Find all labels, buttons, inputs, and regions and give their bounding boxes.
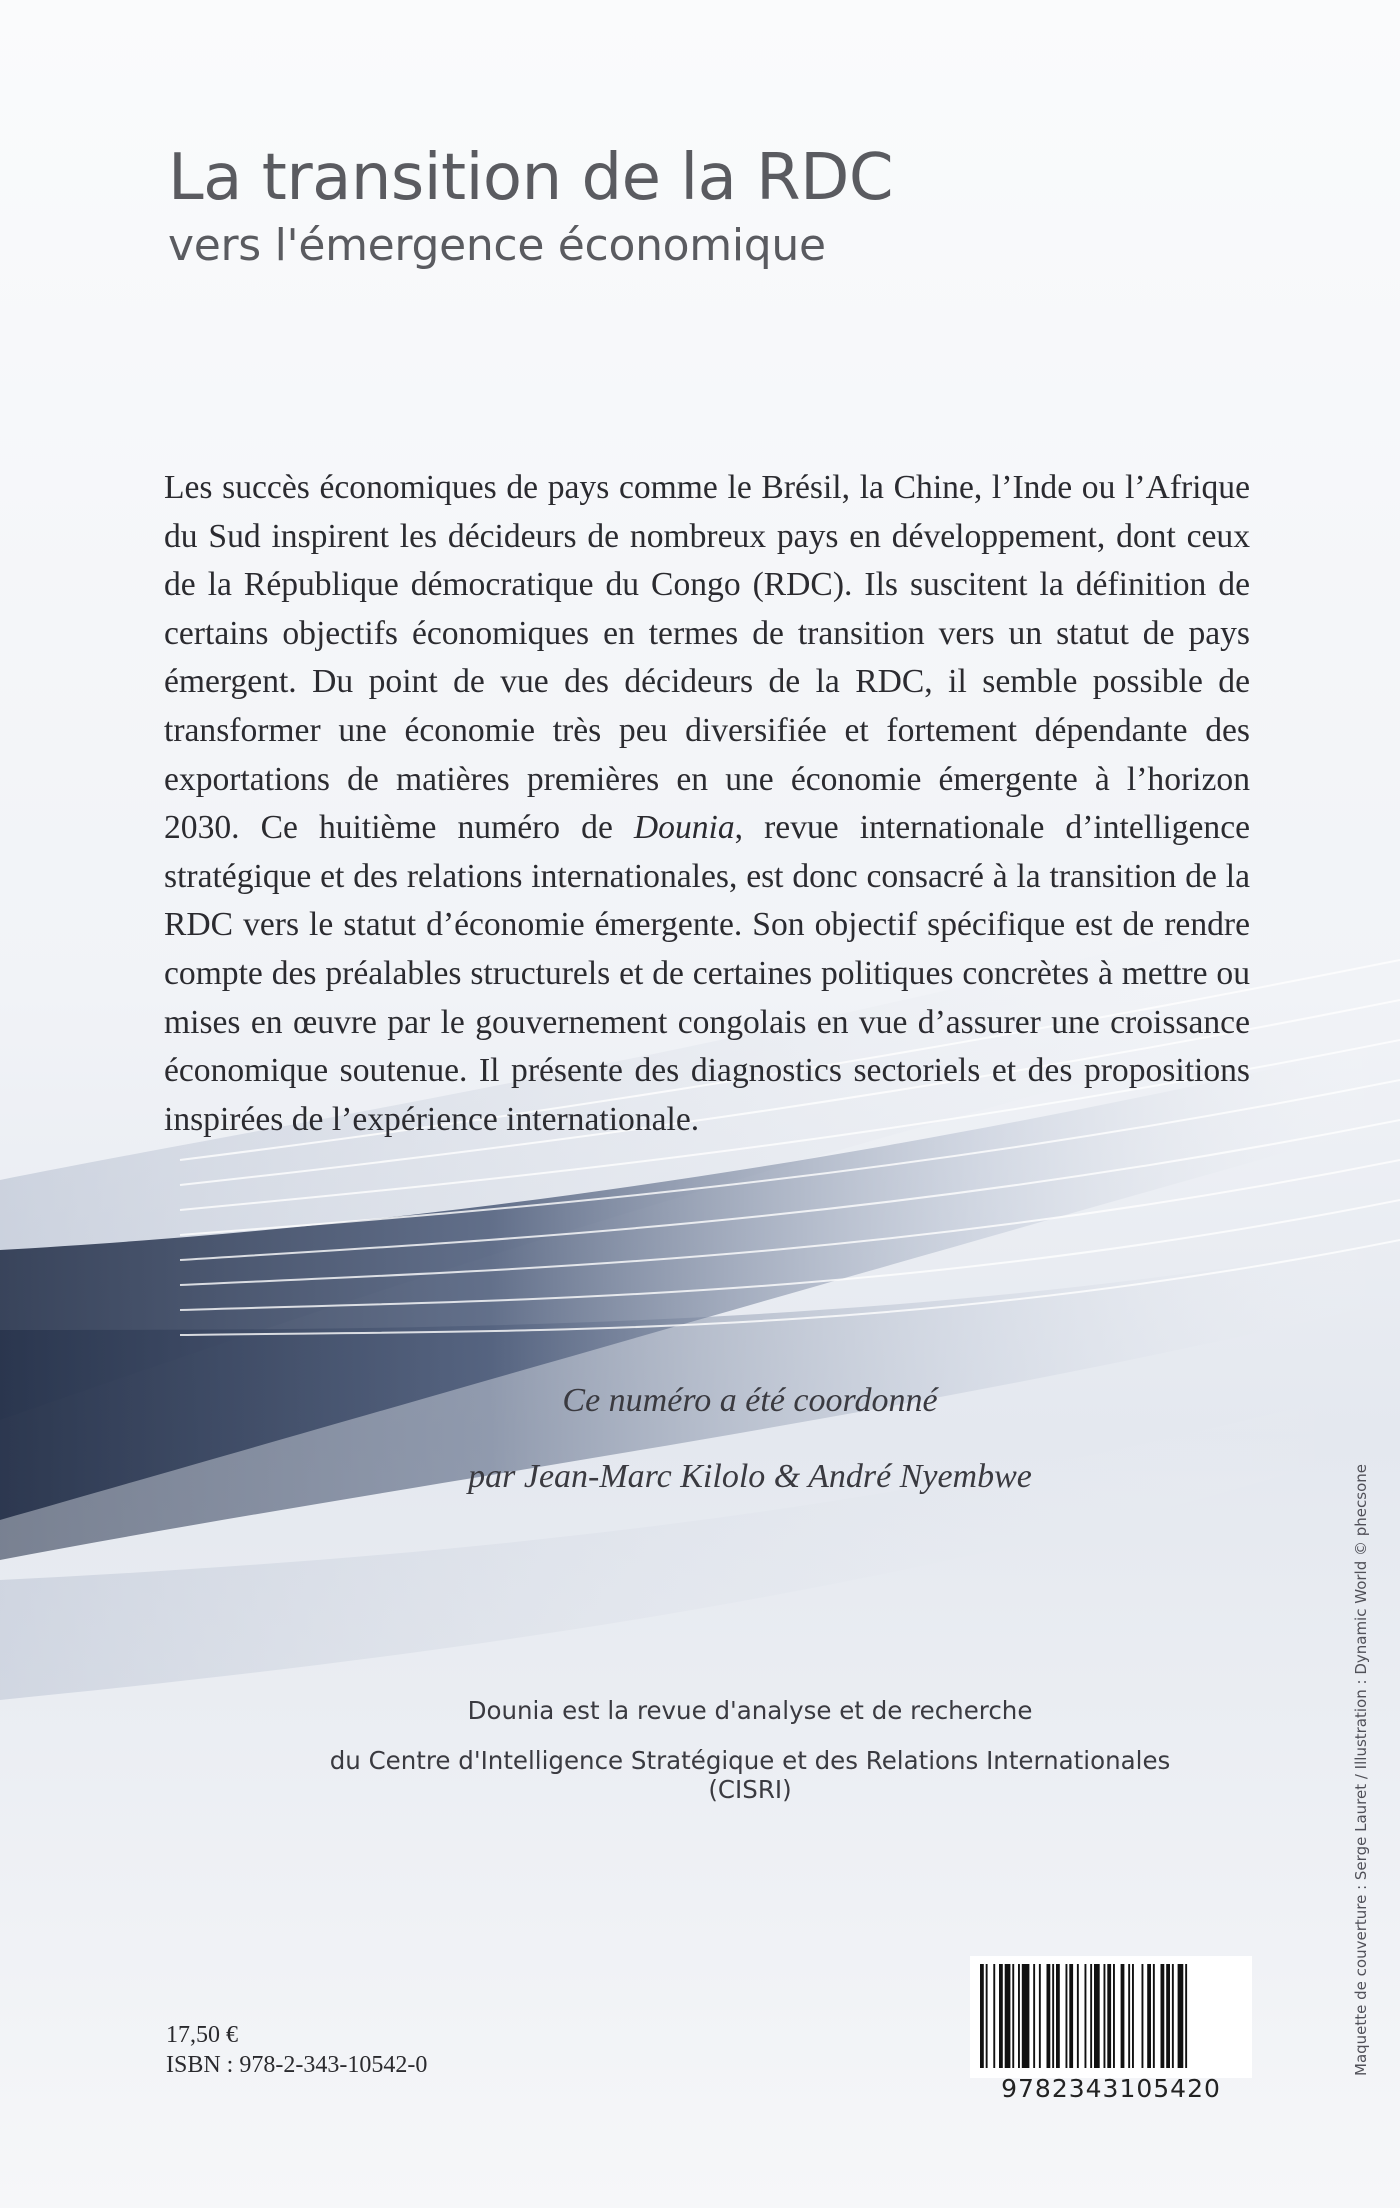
barcode-bar — [999, 1964, 1003, 2068]
barcode-bar — [1142, 1964, 1144, 2068]
journal-name: Dounia — [633, 809, 735, 847]
barcode-bar — [1161, 1964, 1165, 2068]
barcode-bar — [980, 1964, 984, 2068]
barcode-bar — [1113, 1964, 1115, 2068]
barcode-number: 9782343105420 — [1001, 2074, 1221, 2103]
about-line-2: du Centre d'Intelligence Stratégique et des Relations Internationales (CISRI) — [329, 1746, 1171, 1804]
summary-part-2: , revue internationale d’intelligence stratégique et des relations internationales, est donc consacré à la transition de la RDC vers le statut d’économie émergente. Son objectif spécifique est de rendre compte des préalables structurels et de certaines politiques concrètes à mettre ou mises en œuvre par le gouvernement congolais en vue d’assurer une croissance économique soutenue. Il présente des diagnostics sectoriels et des propositions inspirées de l’expérience internationale. — [164, 809, 1251, 1138]
barcode-bar — [1104, 1964, 1106, 2068]
barcode-bar — [1069, 1964, 1073, 2068]
barcode-bar — [1132, 1964, 1134, 2068]
barcode-bar — [1022, 1964, 1030, 2068]
about-line-1: Dounia est la revue d'analyse et de recherche — [467, 1696, 1033, 1725]
barcode-bar — [1056, 1964, 1060, 2068]
barcode-bar — [1033, 1964, 1035, 2068]
cover-credit: Maquette de couverture : Serge Lauret / Illustration : Dynamic World © phecsone — [1352, 1464, 1370, 2076]
barcode-bar — [1166, 1964, 1170, 2068]
price: 17,50 € — [166, 2022, 238, 2048]
barcode-bar — [1172, 1964, 1174, 2068]
barcode-bar — [1107, 1964, 1111, 2068]
barcode-bar — [1185, 1964, 1187, 2068]
summary-paragraph — [164, 464, 1250, 1144]
barcode-bar — [1052, 1964, 1054, 2068]
barcode-bar — [1018, 1964, 1020, 2068]
barcode-bar — [1153, 1964, 1155, 2068]
barcode-bar — [1012, 1964, 1014, 2068]
barcode-bar — [1121, 1964, 1125, 2068]
book-title: La transition de la RDC — [168, 141, 894, 215]
barcode-bar — [1039, 1964, 1041, 2068]
barcode-bar — [993, 1964, 995, 2068]
barcode-bar — [1147, 1964, 1151, 2068]
barcode — [970, 1956, 1252, 2078]
coordination-line-1: Ce numéro a été coordonné — [562, 1382, 938, 1419]
book-subtitle: vers l'émergence économique — [168, 220, 826, 271]
barcode-bar — [1077, 1964, 1079, 2068]
barcode-bars — [978, 1964, 1244, 2068]
barcode-bar — [1005, 1964, 1011, 2068]
barcode-bar — [1178, 1964, 1184, 2068]
coordination-line-2: par Jean-Marc Kilolo & André Nyembwe — [468, 1458, 1032, 1495]
barcode-bar — [1085, 1964, 1087, 2068]
barcode-bar — [1094, 1964, 1100, 2068]
barcode-bar — [986, 1964, 988, 2068]
barcode-bar — [1066, 1964, 1068, 2068]
isbn: ISBN : 978-2-343-10542-0 — [166, 2052, 428, 2078]
barcode-bar — [1090, 1964, 1092, 2068]
title-block — [168, 138, 893, 274]
barcode-bar — [1128, 1964, 1130, 2068]
summary-part-1: Les succès économiques de pays comme le Brésil, la Chine, l’Inde ou l’Afrique du Sud inspirent les décideurs de nombreux pays en développement, dont ceux de la République démocratique du Congo (RDC). Ils suscitent la définition de certains objectifs économiques en termes de transition vers un statut de pays émergent. Du point de vue des décideurs de la RDC, il semble possible de transformer une économie très peu diversifiée et fortement dépendante des exportations de matières premières en une économie émergente à l’horizon 2030. Ce huitième numéro de — [164, 469, 1250, 847]
barcode-bar — [1047, 1964, 1051, 2068]
